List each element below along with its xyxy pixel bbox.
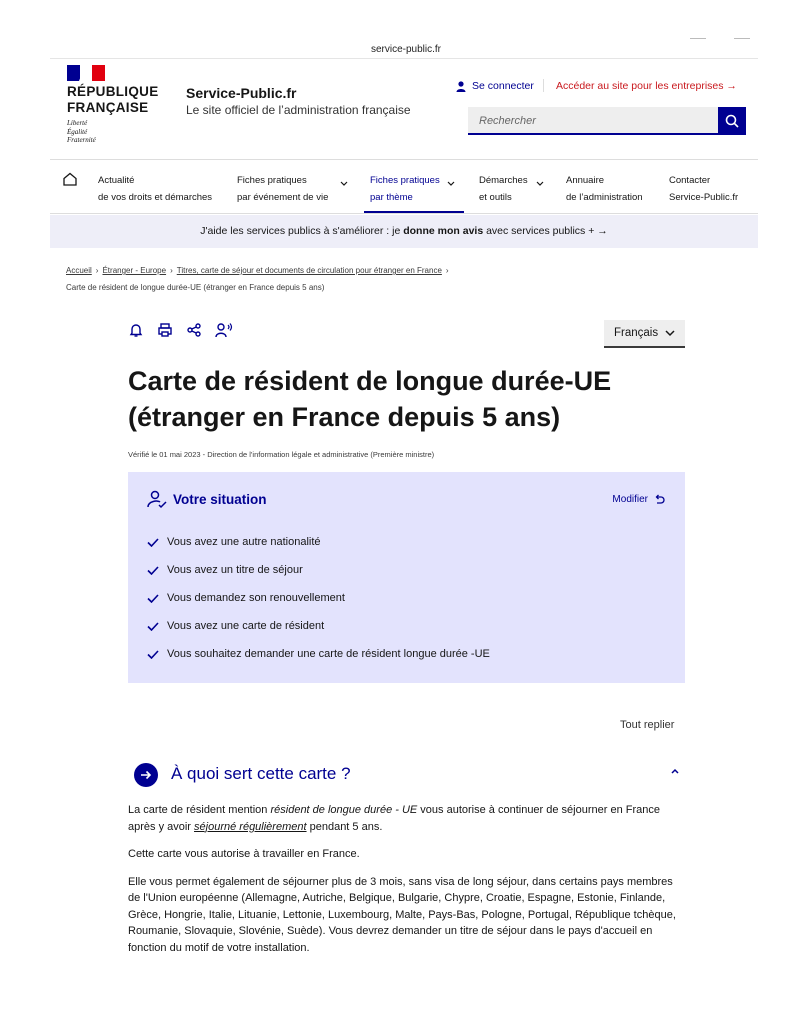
paragraph: Cette carte vous autorise à travailler en France.: [128, 848, 360, 860]
nav-item-line2: de l’administration: [566, 192, 643, 203]
text: vous autorise à continuer de séjourner en France après y avoir: [128, 804, 661, 833]
nav-item-actualite[interactable]: [98, 172, 212, 206]
situation-item-text: Vous demandez son renouvellement: [167, 592, 345, 604]
breadcrumb-chevron-icon: ›: [445, 266, 449, 275]
check-icon: [147, 538, 159, 547]
language-selected: Français: [614, 327, 659, 339]
nav-item-line2: par thème: [370, 192, 413, 203]
nav-item-line1: Contacter: [669, 175, 711, 186]
accordion-header[interactable]: [134, 762, 684, 790]
fold-all-button[interactable]: Tout replier: [620, 719, 675, 731]
nav-item-line2: par événement de vie: [237, 192, 329, 203]
nav-item-line2: Service-Public.fr: [669, 192, 739, 203]
feedback-bold: donne mon avis: [403, 225, 484, 237]
republic-title: [67, 84, 159, 116]
breadcrumb-current: Carte de résident de longue durée-UE (étranger en France depuis 5 ans): [66, 283, 325, 292]
paragraph: [128, 802, 688, 835]
header-separator: [543, 79, 544, 92]
situation-item-text: Vous avez une autre nationalité: [167, 536, 321, 548]
home-icon[interactable]: [63, 172, 77, 186]
language-select[interactable]: [604, 320, 685, 348]
nav-item-contacter[interactable]: [669, 172, 738, 206]
situation-item-text: Vous avez un titre de séjour: [167, 564, 303, 576]
accordion-title: À quoi sert cette carte ?: [171, 764, 351, 783]
modify-button[interactable]: [612, 494, 665, 505]
nav-item-evenement-de-vie[interactable]: [237, 172, 328, 206]
breadcrumb-link[interactable]: Étranger - Europe: [102, 266, 167, 275]
feedback-text: J'aide les services publics à s'améliorer : je: [200, 225, 404, 237]
situation-item-text: Vous souhaitez demander une carte de résident longue durée -UE: [167, 648, 490, 660]
motto-fraternite: Fraternité: [67, 136, 96, 144]
list-item: [147, 584, 490, 612]
modify-label: Modifier: [612, 494, 648, 505]
feedback-banner[interactable]: [50, 215, 758, 248]
site-header: [50, 58, 758, 160]
motto-liberte: Liberté: [67, 119, 88, 127]
nav-item-line1: Fiches pratiques: [370, 175, 440, 186]
emphasis: résident de longue durée - UE: [270, 804, 418, 816]
text: La carte de résident mention: [128, 804, 271, 816]
login-link[interactable]: [456, 80, 534, 92]
accordion-content: [128, 802, 688, 967]
active-tab-indicator: [364, 211, 464, 213]
nav-item-line1: Fiches pratiques: [237, 175, 307, 186]
nav-item-demarches[interactable]: [479, 172, 528, 206]
breadcrumb-link[interactable]: Accueil: [66, 266, 92, 275]
situation-list: [147, 528, 490, 668]
window-control-close[interactable]: [734, 38, 750, 39]
check-icon: [147, 650, 159, 659]
check-icon: [147, 566, 159, 575]
nav-item-line2: de vos droits et démarches: [98, 192, 213, 203]
site-subtitle: Le site officiel de l’administration française: [186, 103, 411, 117]
print-icon[interactable]: [157, 322, 173, 338]
situation-panel: [128, 472, 685, 683]
user-check-icon: [147, 489, 167, 509]
breadcrumb: [66, 262, 766, 296]
feedback-text-after: avec services publics + →: [483, 225, 608, 237]
check-icon: [147, 622, 159, 631]
republic-title-line1: RÉPUBLIQUE: [67, 84, 159, 99]
paragraph: Elle vous permet également de séjourner plus de 3 mois, sans visa de long séjour, dans certains pays membres de l'Union européenne (Allemagne, Autriche, Belgique, Bulgarie, Chypre, Croatie, Espagne, Estonie, Finlande, Grèce, Hongrie, Italie, Lituanie, Lettonie, Luxembourg, Malte, Pays-Bas, Pologne, Portugal, République tchèque, Roumanie, Slovaquie, Slovénie, Suède). Vous devrez demander un titre de séjour dans le pays d'accueil en fonction du motif de votre installation.: [128, 875, 676, 954]
situation-item-text: Vous avez une carte de résident: [167, 620, 325, 632]
marianne-logo-icon: [67, 65, 105, 81]
chevron-down-icon: [536, 181, 544, 187]
situation-heading: [147, 489, 267, 509]
page-tools: [128, 322, 233, 338]
login-label: Se connecter: [472, 80, 534, 92]
republic-title-line2: FRANÇAISE: [67, 100, 149, 115]
browser-bar: [0, 0, 812, 58]
nav-item-line2: et outils: [479, 192, 512, 203]
nav-item-line1: Annuaire: [566, 175, 605, 186]
nav-item-line1: Démarches: [479, 175, 528, 186]
breadcrumb-link[interactable]: Titres, carte de séjour et documents de circulation pour étranger en France: [176, 266, 442, 275]
search-input[interactable]: Rechercher: [468, 107, 718, 135]
business-site-link[interactable]: Accéder au site pour les entreprises →: [556, 80, 737, 92]
check-icon: [147, 594, 159, 603]
nav-item-annuaire[interactable]: [566, 172, 643, 206]
chevron-down-icon: [340, 181, 348, 187]
nav-item-line1: Actualité: [98, 175, 135, 186]
url-text: service-public.fr: [370, 44, 442, 55]
user-icon: [456, 81, 466, 92]
listen-icon[interactable]: [215, 322, 233, 338]
window-control-minimize[interactable]: [690, 38, 706, 39]
chevron-up-icon: [670, 768, 680, 775]
bell-icon[interactable]: [128, 322, 144, 338]
motto-egalite: Égalité: [67, 127, 88, 136]
chevron-down-icon: [665, 330, 675, 337]
share-icon[interactable]: [186, 322, 202, 338]
page-title: Carte de résident de longue durée-UE (étranger en France depuis 5 ans): [128, 366, 612, 432]
list-item: [147, 528, 490, 556]
breadcrumb-chevron-icon: ›: [170, 266, 173, 275]
site-name-link[interactable]: Service-Public.fr: [186, 85, 297, 101]
breadcrumb-chevron-icon: ›: [95, 266, 99, 275]
undo-icon: [654, 494, 665, 505]
republic-motto: [67, 119, 96, 145]
definition-link[interactable]: séjourné régulièrement: [194, 820, 307, 833]
situation-title: Votre situation: [173, 491, 267, 507]
chevron-down-icon: [447, 181, 455, 187]
arrow-right-icon: [134, 763, 158, 787]
text: pendant 5 ans.: [306, 820, 383, 833]
search-icon: [725, 114, 739, 128]
list-item: [147, 640, 490, 668]
main-nav: [50, 160, 758, 214]
search-button[interactable]: [718, 107, 746, 135]
list-item: [147, 556, 490, 584]
verified-date: Vérifié le 01 mai 2023 - Direction de l'information légale et administrative (Première ministre): [128, 450, 435, 459]
list-item: [147, 612, 490, 640]
nav-item-par-theme[interactable]: [370, 172, 440, 206]
